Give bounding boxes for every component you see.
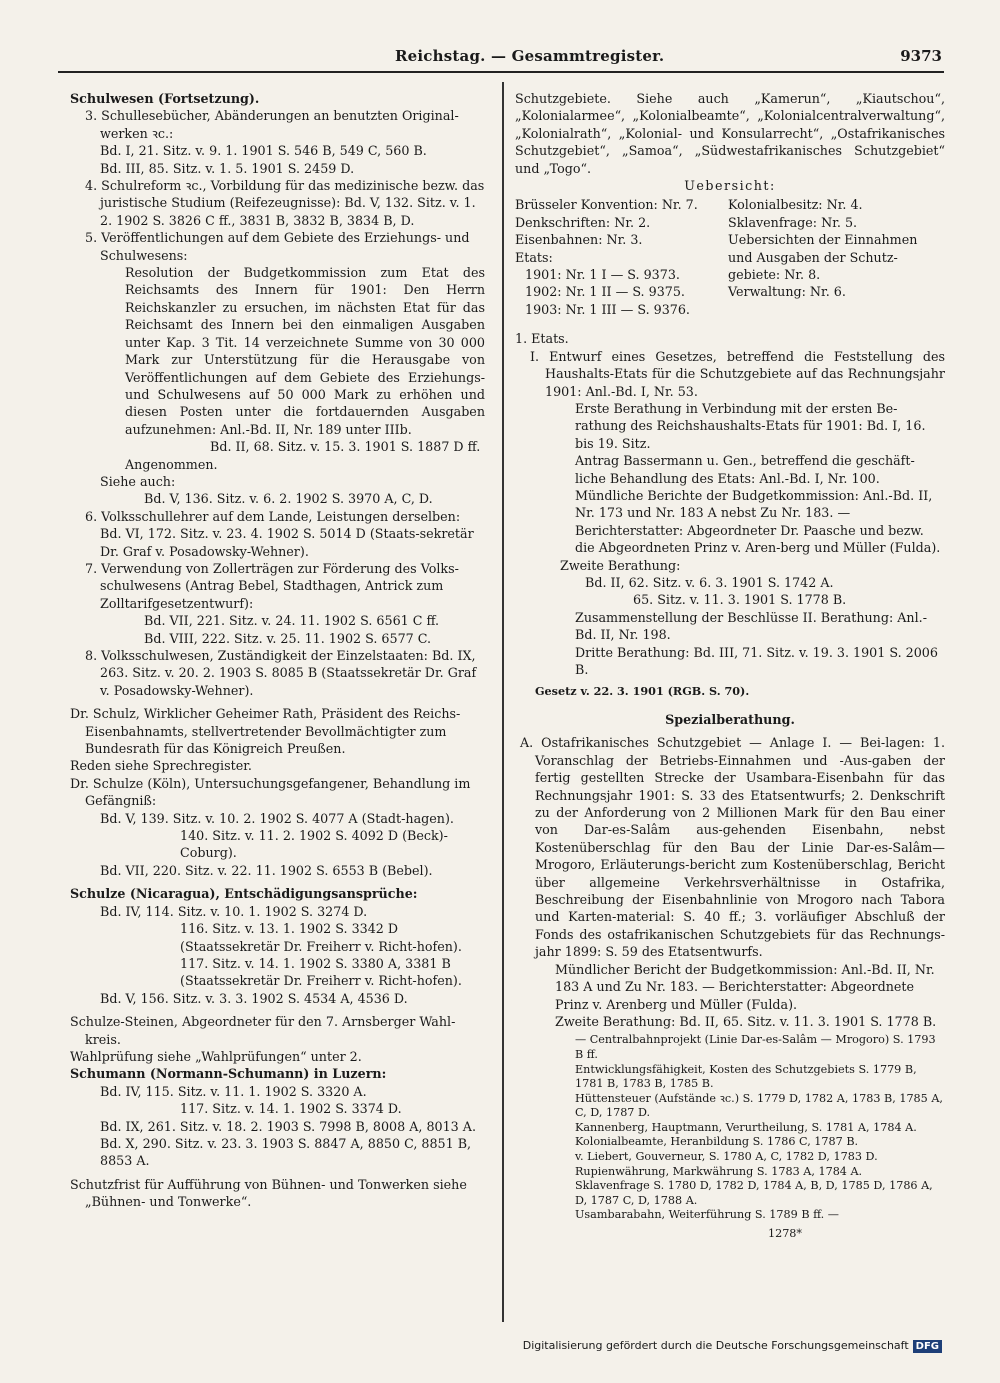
- footer-credit: [523, 1339, 942, 1353]
- special-deliberation-heading: Spezialberathung.: [665, 712, 795, 727]
- second-reading: Zweite Berathung: Bd. II, 65. Sitz. v. 11. 3. 1901 S. 1778 B.: [555, 1013, 937, 1029]
- entry-schutzfrist: Schutzfrist für Aufführung von Bühnen- und Tonwerken siehe „Bühnen- und Tonwerke“.: [70, 1176, 467, 1210]
- overview-item: Verwaltung: Nr. 6.: [728, 284, 846, 300]
- page-number: 9373: [900, 47, 942, 65]
- citation: 65. Sitz. v. 11. 3. 1901 S. 1778 B.: [633, 592, 847, 608]
- committee-report: Mündlicher Bericht der Budgetkommission: Anl.-Bd. II, Nr. 183 A und Zu Nr. 183. — Berichterstatter: Abgeordnete Prinz v. Arenberg und Müller (Fulda).: [555, 961, 935, 1012]
- signature-mark: 1278*: [767, 1227, 803, 1241]
- second-reading: Zweite Berathung:: [560, 557, 681, 573]
- entry-schutzgebiete: Schutzgebiete. Siehe auch „Kamerun“, „Kiautschou“, „Kolonialarmee“, „Kolonialbeamte“, „Kolonialcentralverwaltung“, „Kolonialrath“, „Kolonial- und Konsularrecht“, „Ostafrikanisches Schutzgebiet“, „Samoa“, „Südwestafrikanisches Schutzgebiet“ und „Togo“.: [515, 91, 945, 176]
- overview-heading: Uebersicht:: [684, 178, 776, 194]
- header-rule: [58, 71, 944, 73]
- overview-item: 1902: Nr. 1 II — S. 9375.: [525, 284, 685, 300]
- overview-item: Sklavenfrage: Nr. 5.: [728, 214, 858, 230]
- topic-item: Entwicklungsfähigkeit, Kosten des Schutzgebiets S. 1779 B, 1781 B, 1783 B, 1785 B.: [575, 1062, 917, 1091]
- citation: Bd. VII, 221. Sitz. v. 24. 11. 1902 S. 6561 C ff.: [144, 613, 440, 629]
- citation: Bd. X, 290. Sitz. v. 23. 3. 1903 S. 8847 A, 8850 C, 8851 B, 8853 A.: [100, 1135, 472, 1169]
- citation: Bd. V, 136. Sitz. v. 6. 2. 1902 S. 3970 A, C, D.: [144, 491, 433, 507]
- overview-item: Denkschriften: Nr. 2.: [515, 214, 651, 230]
- citation: Bd. IV, 115. Sitz. v. 11. 1. 1902 S. 3320 A.: [100, 1083, 367, 1099]
- entry-heading: Schulwesen (Fortsetzung).: [70, 91, 260, 106]
- entry-schumann: Schumann (Normann-Schumann) in Luzern:: [70, 1066, 387, 1082]
- overview-table: [515, 196, 945, 318]
- citation: Bd. II, 68. Sitz. v. 15. 3. 1901 S. 1887 D ff.: [210, 439, 481, 455]
- topic-item: Kannenberg, Hauptmann, Verurtheilung, S. 1781 A, 1784 A.: [575, 1120, 917, 1134]
- citation: Bd. III, 85. Sitz. v. 1. 5. 1901 S. 2459 D.: [100, 160, 355, 176]
- citation: Bd. V, 139. Sitz. v. 10. 2. 1902 S. 4077 A (Stadt-hagen).: [100, 810, 454, 826]
- topic-item: Sklavenfrage S. 1780 D, 1782 D, 1784 A, B, D, 1785 D, 1786 A, D, 1787 C, D, 1788 A.: [575, 1179, 933, 1207]
- sub-entry: 4. Schulreform ꝛc., Vorbildung für das medizinische bezw. das juristische Studium (Reifezeugnisse): Bd. V, 132. Sitz. v. 1. 2. 1902 S. 3826 C ff., 3831 B, 3832 B, 3834 B, D.: [85, 178, 485, 228]
- sub-entry: 8. Volksschulwesen, Zuständigkeit der Einzelstaaten: Bd. IX, 263. Sitz. v. 20. 2. 1903 S. 8085 B (Staatssekretär Dr. Graf v. Posadowsky-Wehner).: [85, 648, 477, 698]
- dfg-logo: DFG: [913, 1340, 942, 1353]
- citation: Bd. I, 21. Sitz. v. 9. 1. 1901 S. 546 B, 549 C, 560 B.: [100, 143, 427, 159]
- sub-entry: 7. Verwendung von Zollerträgen zur Förderung des Volks-schulwesens (Antrag Bebel, Stadthagen, Antrick zum Zolltarifgesetzentwurf):: [85, 560, 459, 611]
- overview-item: 1903: Nr. 1 III — S. 9376.: [525, 301, 690, 317]
- citation: Bd. IX, 261. Sitz. v. 18. 2. 1903 S. 7998 B, 8008 A, 8013 A.: [100, 1118, 476, 1134]
- overview-item: Brüsseler Konvention: Nr. 7.: [515, 197, 698, 213]
- sub-entry: 6. Volksschullehrer auf dem Lande, Leistungen derselben: Bd. VI, 172. Sitz. v. 23. 4. 1902 S. 5014 D (Staats-sekretär Dr. Graf v. Posadowsky-Wehner).: [85, 508, 474, 559]
- compilation: Zusammenstellung der Beschlüsse II. Berathung: Anl.-Bd. II, Nr. 198.: [575, 609, 927, 643]
- speech-ref: Reden siehe Sprechregister.: [70, 758, 252, 774]
- topic-item: Hüttensteuer (Aufstände ꝛc.) S. 1779 D, 1782 A, 1783 B, 1785 A, C, D, 1787 D.: [575, 1091, 943, 1120]
- sub-entry: 3. Schullesebücher, Abänderungen an benutzten Original-werken ꝛc.:: [85, 108, 459, 141]
- resolution-text: Resolution der Budgetkommission zum Etat des Reichsamts des Innern für 1901: Den Herrn Reichskanzler zu ersuchen, im nächsten Etat für das Reichsamt des Innern bei den einmaligen Ausgaben unter Kap. 3 Tit. 14 verzeichnete Summe von 30 000 Mark zur Unterstützung für die Herausgabe von Veröffentlichungen auf dem Gebiete des Erziehungs- und Schulwesens auf 50 000 Mark zu erhöhen und diesen Posten unter die fortdauernden Ausgaben aufzunehmen: Anl.-Bd. II, Nr. 189 unter IIIb.: [125, 265, 485, 437]
- topic-item: Usambarabahn, Weiterführung S. 1789 B ff. —: [575, 1208, 839, 1222]
- citation: Bd. II, 62. Sitz. v. 6. 3. 1901 S. 1742 A.: [585, 574, 834, 590]
- motion: Antrag Bassermann u. Gen., betreffend die geschäft-liche Behandlung des Etats: Anl.-Bd. I, Nr. 100.: [575, 453, 915, 486]
- citation: 117. Sitz. v. 14. 1. 1902 S. 3374 D.: [180, 1101, 402, 1117]
- see-also: Siehe auch:: [100, 473, 176, 489]
- citation: 140. Sitz. v. 11. 2. 1902 S. 4092 D (Beck)-Coburg).: [180, 828, 448, 861]
- section-etats: 1. Etats.: [515, 331, 569, 347]
- footer-text: Digitalisierung gefördert durch die Deutsche Forschungsgemeinschaft: [522, 1339, 909, 1352]
- entry-schulze-steinen: Schulze-Steinen, Abgeordneter für den 7. Arnsberger Wahl-kreis.: [70, 1014, 456, 1047]
- right-column: [515, 90, 945, 1242]
- overview-item: Kolonialbesitz: Nr. 4.: [728, 197, 863, 213]
- column-divider: [502, 82, 504, 1322]
- citation: Bd. V, 156. Sitz. v. 3. 3. 1902 S. 4534 A, 4536 D.: [100, 990, 408, 1006]
- see-ref: Wahlprüfung siehe „Wahlprüfungen“ unter 2.: [70, 1048, 362, 1064]
- citation: 117. Sitz. v. 14. 1. 1902 S. 3380 A, 3381 B (Staatssekretär Dr. Freiherr v. Richt-hofen).: [180, 955, 462, 989]
- left-column: [70, 90, 485, 1211]
- entry-schulze-nicaragua: Schulze (Nicaragua), Entschädigungsansprüche:: [70, 886, 418, 902]
- committee-report: Mündliche Berichte der Budgetkommission: Anl.-Bd. II, Nr. 173 und Nr. 183 A nebst Zu Nr. 183. — Berichterstatter: Abgeordneter Dr. Paasche und bezw. die Abgeordneten Prinz v. Aren-berg und Müller (Fulda).: [575, 487, 941, 556]
- overview-item: 1901: Nr. 1 I — S. 9373.: [525, 267, 680, 283]
- law-draft: I. Entwurf eines Gesetzes, betreffend die Feststellung des Haushalts-Etats für die Schutzgebiete auf das Rechnungsjahr 1901: Anl.-Bd. I, Nr. 53.: [530, 348, 945, 399]
- ostafrika-entry: A. Ostafrikanisches Schutzgebiet — Anlage I. — Bei-lagen: 1. Voranschlag der Betriebs-Einnahmen und -Aus-gaben der fertig gestellten Strecke der Usambara-Eisenbahn für das Rechnungsjahr 1901: S. 33 des Etatsentwurfs; 2. Denkschrift zu der Anforderung von 2 Millionen Mark für den Bau einer von Dar-es-Salâm aus-gehenden Eisenbahn, nebst Kostenüberschlag für den Bau der Linie Dar-es-Salâm—Mrogoro, Erläuterungs-bericht zum Kostenüberschlag, Bericht über allgemeine Verkehrsverhältnisse in Ostafrika, Beschreibung der Eisenbahnlinie von Mrogoro nach Tabora und Karten-material: S. 40 ff.; 3. vorläufiger Abschluß der Fonds des ostafrikanischen Schutzgebiets für das Rechnungs-jahr 1899: S. 59 des Etatsentwurfs.: [520, 735, 945, 960]
- topic-item: Rupienwährung, Markwährung S. 1783 A, 1784 A.: [575, 1164, 863, 1178]
- citation: 116. Sitz. v. 13. 1. 1902 S. 3342 D (Staatssekretär Dr. Freiherr v. Richt-hofen).: [180, 921, 462, 954]
- citation: Bd. IV, 114. Sitz. v. 10. 1. 1902 S. 3274 D.: [100, 903, 368, 919]
- overview-item: Eisenbahnen: Nr. 3.: [515, 232, 643, 248]
- citation: Bd. VIII, 222. Sitz. v. 25. 11. 1902 S. 6577 C.: [144, 630, 432, 646]
- topic-item: — Centralbahnprojekt (Linie Dar-es-Salâm — Mrogoro) S. 1793 B ff.: [575, 1033, 936, 1061]
- overview-item: Etats:: [515, 249, 553, 265]
- third-reading: Dritte Berathung: Bd. III, 71. Sitz. v. 19. 3. 1901 S. 2006 B.: [575, 644, 938, 677]
- first-reading: Erste Berathung in Verbindung mit der ersten Be-rathung des Reichshaushalts-Etats für 1901: Bd. I, 16. bis 19. Sitz.: [575, 400, 926, 451]
- overview-item: Uebersichten der Einnahmen und Ausgaben der Schutz-gebiete: Nr. 8.: [728, 232, 918, 283]
- topic-item: v. Liebert, Gouverneur, S. 1780 A, C, 1782 D, 1783 D.: [575, 1150, 878, 1164]
- topic-item: Kolonialbeamte, Heranbildung S. 1786 C, 1787 B.: [575, 1135, 859, 1149]
- running-header: Reichstag. — Gesammtregister.: [395, 47, 665, 65]
- entry-schulze-koeln: Dr. Schulze (Köln), Untersuchungsgefangener, Behandlung im Gefängniß:: [70, 775, 471, 809]
- law-reference: Gesetz v. 22. 3. 1901 (RGB. S. 70).: [535, 684, 750, 699]
- entry-schulz: Dr. Schulz, Wirklicher Geheimer Rath, Präsident des Reichs-Eisenbahnamts, stellvertretender Bevollmächtigter zum Bundesrath für das Königreich Preußen.: [70, 706, 461, 757]
- topic-list: [515, 1033, 945, 1223]
- sub-entry: 5. Veröffentlichungen auf dem Gebiete des Erziehungs- und Schulwesens:: [85, 230, 470, 263]
- status-text: Angenommen.: [125, 456, 218, 472]
- citation: Bd. VII, 220. Sitz. v. 22. 11. 1902 S. 6553 B (Bebel).: [100, 862, 433, 878]
